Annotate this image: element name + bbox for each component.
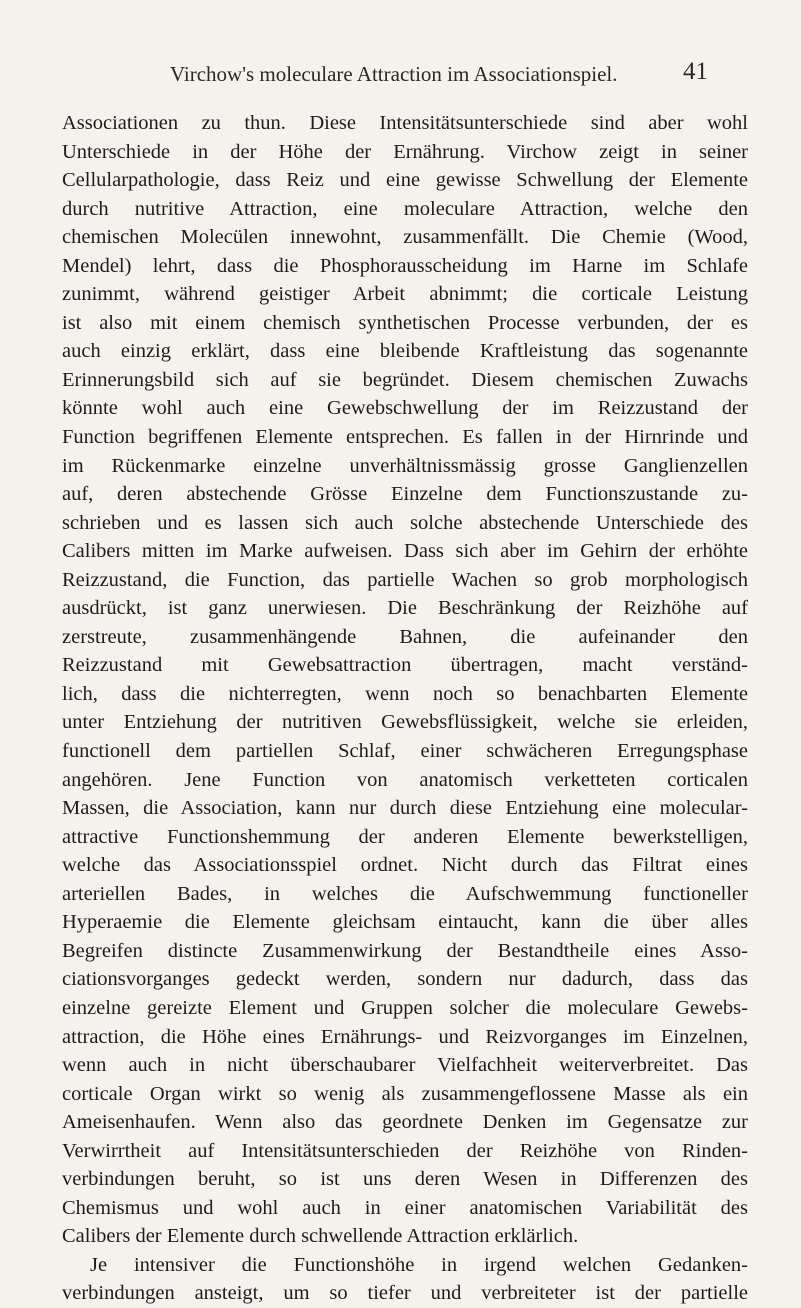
text-line: Verwirrtheit auf Intensitätsunterschieden der Reizhöhe von Rinden-	[62, 1139, 748, 1162]
text-line: schrieben und es lassen sich auch solche abstechende Unterschiede des	[62, 511, 748, 534]
text-line: Mendel) lehrt, dass die Phosphorausscheidung im Harne im Schlafe	[62, 254, 748, 277]
text-line: arteriellen Bades, in welches die Aufschwemmung functioneller	[62, 882, 748, 905]
text-line: angehören. Jene Function von anatomisch verketteten corticalen	[62, 768, 748, 791]
text-line: wenn auch in nicht überschaubarer Vielfachheit weiterverbreitet. Das	[62, 1054, 748, 1077]
text-line: verbindungen beruht, so ist uns deren Wesen in Differenzen des	[62, 1168, 748, 1191]
text-line: könnte wohl auch eine Gewebschwellung der im Reizzustand der	[62, 397, 748, 420]
text-line: attraction, die Höhe eines Ernährungs- und Reizvorganges im Einzelnen,	[62, 1025, 748, 1048]
text-line: Chemismus und wohl auch in einer anatomischen Variabilität des	[62, 1196, 748, 1219]
running-title: Virchow's moleculare Attraction im Associationspiel.	[170, 62, 618, 86]
text-line: auch einzig erklärt, dass eine bleibende Kraftleistung das sogenannte	[62, 340, 748, 363]
text-line: unter Entziehung der nutritiven Gewebsflüssigkeit, welche sie erleiden,	[62, 711, 748, 734]
text-line: Erinnerungsbild sich auf sie begründet. Diesem chemischen Zuwachs	[62, 368, 748, 391]
text-line: Reizzustand, die Function, das partielle Wachen so grob morphologisch	[62, 568, 748, 591]
text-line: Calibers der Elemente durch schwellende Attraction erklärlich.	[62, 1225, 579, 1248]
text-line: chemischen Molecülen innewohnt, zusammenfällt. Die Chemie (Wood,	[62, 226, 748, 249]
page-number: 41	[683, 58, 708, 85]
text-line: ciationsvorganges gedeckt werden, sondern nur dadurch, dass das	[62, 968, 748, 991]
text-line: Massen, die Association, kann nur durch diese Entziehung eine molecular-	[62, 797, 748, 820]
text-line: verbindungen ansteigt, um so tiefer und verbreiteter ist der partielle	[62, 1282, 748, 1305]
text-line: einzelne gereizte Element und Gruppen solcher die moleculare Gewebs-	[62, 996, 748, 1019]
text-line: durch nutritive Attraction, eine moleculare Attraction, welche den	[62, 197, 748, 220]
text-line: Associationen zu thun. Diese Intensitätsunterschiede sind aber wohl	[62, 112, 748, 134]
text-line: functionell dem partiellen Schlaf, einer schwächeren Erregungsphase	[62, 740, 748, 763]
text-line: auf, deren abstechende Grösse Einzelne dem Functionszustande zu-	[62, 483, 748, 506]
text-line: Ameisenhaufen. Wenn also das geordnete Denken im Gegensatze zur	[62, 1111, 748, 1134]
text-line: welche das Associationsspiel ordnet. Nicht durch das Filtrat eines	[62, 854, 748, 877]
text-line: Cellularpathologie, dass Reiz und eine gewisse Schwellung der Elemente	[62, 169, 748, 192]
text-line: Calibers mitten im Marke aufweisen. Dass sich aber im Gehirn der erhöhte	[62, 540, 748, 563]
text-line: Function begriffenen Elemente entsprechen. Es fallen in der Hirnrinde und	[62, 426, 748, 449]
text-line: ist also mit einem chemisch synthetischen Processe verbunden, der es	[62, 311, 748, 334]
text-line: zerstreute, zusammenhängende Bahnen, die aufeinander den	[62, 625, 748, 648]
text-line: lich, dass die nichterregten, wenn noch so benachbarten Elemente	[62, 682, 748, 705]
text-line: im Rückenmarke einzelne unverhältnissmässig grosse Ganglienzellen	[62, 454, 748, 477]
text-line: attractive Functionshemmung der anderen Elemente bewerkstelligen,	[62, 825, 748, 848]
text-line: ausdrückt, ist ganz unerwiesen. Die Beschränkung der Reizhöhe auf	[62, 597, 748, 620]
text-line: Hyperaemie die Elemente gleichsam eintaucht, kann die über alles	[62, 911, 748, 934]
text-line: zunimmt, während geistiger Arbeit abnimmt; die corticale Leistung	[62, 283, 748, 306]
text-line: Reizzustand mit Gewebsattraction übertragen, macht verständ-	[62, 654, 748, 677]
text-line: Je intensiver die Functionshöhe in irgend welchen Gedanken-	[90, 1253, 748, 1276]
body-text	[62, 109, 748, 1308]
text-line: corticale Organ wirkt so wenig als zusammengeflossene Masse als ein	[62, 1082, 748, 1105]
text-line: Begreifen distincte Zusammenwirkung der Bestandtheile eines Asso-	[62, 939, 748, 962]
text-line: Unterschiede in der Höhe der Ernährung. Virchow zeigt in seiner	[62, 140, 748, 163]
